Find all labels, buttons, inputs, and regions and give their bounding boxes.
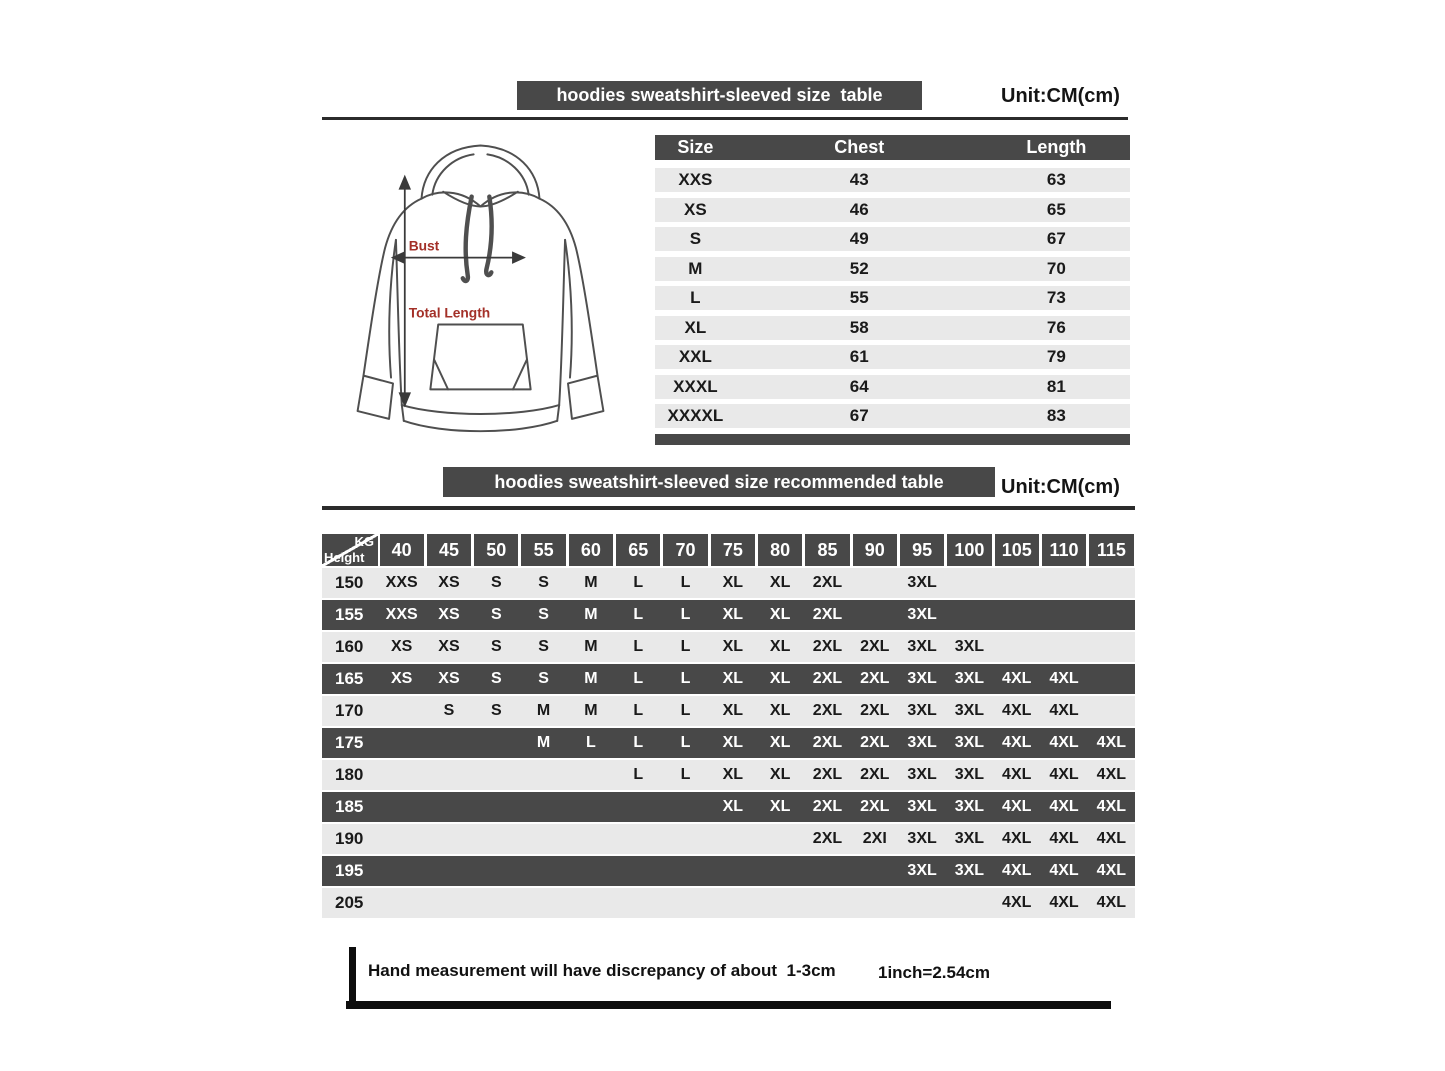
matrix-size-cell: 4XL bbox=[1002, 798, 1032, 815]
matrix-size-cell bbox=[567, 792, 614, 822]
matrix-size-cell: M bbox=[584, 606, 598, 623]
matrix-size-cell: L bbox=[633, 702, 644, 719]
matrix-size-cell: XS bbox=[438, 670, 460, 687]
matrix-size-cell: XL bbox=[769, 574, 791, 591]
matrix-weight-header-cell: 45 bbox=[427, 534, 471, 566]
matrix-size-cell bbox=[520, 856, 567, 886]
matrix-size-cell: 3XL bbox=[907, 798, 937, 815]
matrix-size-cell: 3XL bbox=[907, 766, 937, 783]
matrix-size-cell: L bbox=[633, 670, 644, 687]
left-cuff bbox=[358, 376, 393, 419]
corner-height-label: Height bbox=[324, 550, 365, 565]
matrix-weight-header-cell: 80 bbox=[758, 534, 802, 566]
matrix-height-label: 180 bbox=[335, 765, 364, 784]
matrix-size-cell: 2XL bbox=[812, 766, 843, 783]
matrix-size-cell: XL bbox=[769, 670, 791, 687]
size-table-row bbox=[655, 286, 1130, 310]
matrix-row bbox=[322, 600, 1135, 630]
matrix-weight-header-cell: 40 bbox=[380, 534, 424, 566]
divider-line-bottom bbox=[322, 506, 1135, 510]
matrix-row bbox=[322, 632, 1135, 662]
matrix-size-cell bbox=[378, 728, 425, 758]
matrix-size-cell: 4XL bbox=[1002, 702, 1032, 719]
size-table-header-length: Length bbox=[1026, 137, 1087, 157]
matrix-size-cell bbox=[378, 824, 425, 854]
matrix-size-cell bbox=[473, 856, 520, 886]
size-table-cell: 43 bbox=[849, 170, 869, 189]
drawstrings bbox=[463, 197, 492, 281]
matrix-size-cell: S bbox=[490, 702, 502, 719]
matrix-size-cell: 3XL bbox=[954, 702, 985, 719]
matrix-size-cell: L bbox=[680, 574, 691, 591]
matrix-size-cell: L bbox=[633, 638, 644, 655]
matrix-row bbox=[322, 568, 1135, 598]
matrix-size-cell bbox=[851, 568, 898, 598]
size-table-cell: 64 bbox=[849, 376, 869, 396]
matrix-size-cell: XS bbox=[438, 638, 460, 655]
matrix-height-label: 170 bbox=[335, 701, 364, 720]
matrix-size-cell: L bbox=[680, 766, 691, 783]
matrix-size-cell bbox=[567, 824, 614, 854]
matrix-size-cell: XL bbox=[722, 638, 744, 655]
matrix-size-cell bbox=[520, 792, 567, 822]
size-table-cell: 83 bbox=[1046, 406, 1066, 425]
matrix-size-cell: 2XL bbox=[812, 574, 843, 591]
size-table bbox=[655, 135, 1130, 445]
matrix-size-cell: L bbox=[680, 606, 691, 623]
size-table-header-size: Size bbox=[677, 137, 714, 157]
recommended-size-matrix bbox=[322, 534, 1135, 918]
matrix-size-cell: 2XL bbox=[860, 702, 890, 719]
matrix-size-cell: XL bbox=[769, 734, 791, 751]
matrix-size-cell bbox=[425, 728, 472, 758]
matrix-size-cell: XS bbox=[390, 638, 413, 655]
matrix-size-cell: XXS bbox=[385, 574, 418, 591]
matrix-size-cell: XL bbox=[769, 606, 791, 623]
matrix-size-cell: S bbox=[490, 638, 502, 655]
matrix-size-cell: L bbox=[633, 734, 644, 751]
matrix-size-cell bbox=[520, 760, 567, 790]
matrix-size-cell: L bbox=[680, 670, 691, 687]
matrix-row bbox=[322, 728, 1135, 758]
size-table-row bbox=[655, 404, 1130, 428]
matrix-size-cell: 2XL bbox=[812, 798, 843, 815]
size-table-cell: 73 bbox=[1046, 288, 1066, 307]
matrix-size-cell: XXS bbox=[385, 606, 418, 623]
matrix-size-cell bbox=[1088, 568, 1135, 598]
matrix-row bbox=[322, 824, 1135, 854]
matrix-size-cell bbox=[473, 792, 520, 822]
matrix-size-cell: 4XL bbox=[1096, 894, 1127, 911]
matrix-size-cell: M bbox=[584, 638, 598, 655]
matrix-size-cell: 2XL bbox=[812, 606, 843, 623]
pocket-outline bbox=[430, 324, 530, 389]
size-table-cell: XXXL bbox=[673, 376, 718, 396]
matrix-size-cell: L bbox=[680, 638, 691, 655]
matrix-size-cell: 3XL bbox=[907, 606, 937, 623]
matrix-size-cell: 3XL bbox=[954, 766, 985, 783]
matrix-size-cell bbox=[1040, 568, 1087, 598]
size-table-cell: XXL bbox=[678, 347, 712, 366]
matrix-weight-header-cell: 50 bbox=[474, 534, 518, 566]
matrix-size-cell bbox=[615, 888, 662, 918]
matrix-size-cell bbox=[615, 792, 662, 822]
size-table-cell: 55 bbox=[849, 288, 869, 307]
size-table-cell: 65 bbox=[1046, 199, 1066, 219]
total-length-label: Total Length bbox=[408, 305, 491, 321]
matrix-size-cell: 2XL bbox=[860, 766, 890, 783]
matrix-size-cell bbox=[1088, 696, 1135, 726]
size-table-header bbox=[655, 135, 1130, 160]
matrix-size-cell: 4XL bbox=[1096, 766, 1127, 783]
matrix-size-cell bbox=[804, 888, 851, 918]
matrix-height-label: 190 bbox=[335, 829, 364, 848]
matrix-header-row bbox=[322, 534, 1135, 566]
matrix-size-cell bbox=[662, 824, 709, 854]
matrix-row bbox=[322, 760, 1135, 790]
matrix-size-cell: 2XL bbox=[860, 638, 890, 655]
unit-label-top: Unit:CM(cm) bbox=[1001, 85, 1120, 107]
matrix-height-label: 175 bbox=[335, 733, 364, 752]
matrix-size-cell: L bbox=[633, 606, 644, 623]
matrix-size-cell: XL bbox=[722, 702, 744, 719]
corner-kg-label: KG bbox=[354, 534, 374, 549]
matrix-size-cell bbox=[378, 792, 425, 822]
matrix-size-cell bbox=[804, 856, 851, 886]
size-table-cell: S bbox=[689, 229, 702, 248]
matrix-size-cell: S bbox=[538, 606, 549, 623]
matrix-height-label: 195 bbox=[335, 861, 364, 880]
size-table-cell: 63 bbox=[1046, 170, 1066, 189]
matrix-corner-cell bbox=[322, 534, 378, 566]
matrix-weight-header-cell: 85 bbox=[805, 534, 849, 566]
matrix-size-cell: S bbox=[490, 574, 502, 591]
matrix-size-cell: 3XL bbox=[907, 734, 937, 751]
matrix-weight-header-cell: 70 bbox=[663, 534, 707, 566]
matrix-size-cell bbox=[757, 856, 804, 886]
matrix-size-cell: 3XL bbox=[907, 830, 937, 847]
matrix-size-cell bbox=[757, 888, 804, 918]
matrix-size-cell bbox=[709, 824, 756, 854]
size-table-cell: XXXXL bbox=[667, 406, 724, 425]
matrix-size-cell: L bbox=[633, 574, 644, 591]
matrix-weight-header-cell: 105 bbox=[995, 534, 1039, 566]
matrix-size-cell bbox=[425, 792, 472, 822]
matrix-size-cell bbox=[1088, 664, 1135, 694]
matrix-weight-header-cell: 110 bbox=[1042, 534, 1086, 566]
measurement-note: Hand measurement will have discrepancy of about 1-3cm bbox=[368, 961, 836, 980]
matrix-size-cell bbox=[851, 888, 898, 918]
matrix-weight-header-cell: 55 bbox=[521, 534, 565, 566]
matrix-size-cell: 2XL bbox=[860, 670, 890, 687]
matrix-size-cell bbox=[615, 856, 662, 886]
matrix-row bbox=[322, 888, 1135, 918]
matrix-row bbox=[322, 696, 1135, 726]
matrix-size-cell bbox=[567, 760, 614, 790]
size-table-cell: 46 bbox=[849, 199, 869, 219]
size-table-cell: 58 bbox=[849, 317, 869, 337]
matrix-size-cell bbox=[425, 760, 472, 790]
matrix-size-cell: XL bbox=[722, 606, 744, 623]
matrix-row bbox=[322, 792, 1135, 822]
matrix-size-cell: 2XL bbox=[812, 638, 843, 655]
matrix-size-cell bbox=[946, 888, 993, 918]
matrix-size-cell: XL bbox=[722, 766, 744, 783]
matrix-size-cell bbox=[851, 856, 898, 886]
matrix-height-label: 150 bbox=[335, 573, 364, 592]
matrix-size-cell: 3XL bbox=[907, 574, 937, 591]
matrix-size-cell: 4XL bbox=[1049, 830, 1079, 847]
matrix-size-cell: XL bbox=[769, 766, 791, 783]
matrix-size-cell: 4XL bbox=[1096, 734, 1127, 751]
matrix-size-cell: L bbox=[680, 734, 691, 751]
matrix-size-cell: 4XL bbox=[1002, 766, 1032, 783]
matrix-weight-header-cell: 115 bbox=[1089, 534, 1133, 566]
matrix-size-cell bbox=[473, 888, 520, 918]
matrix-size-cell: S bbox=[538, 574, 549, 591]
matrix-size-cell: L bbox=[586, 734, 596, 751]
matrix-size-cell: S bbox=[490, 606, 502, 623]
size-table-cell: 70 bbox=[1046, 258, 1066, 278]
matrix-size-cell: 3XL bbox=[954, 830, 985, 847]
size-table-footer-bar bbox=[655, 434, 1130, 445]
matrix-size-cell: XL bbox=[769, 702, 791, 719]
size-table-cell: 52 bbox=[849, 258, 869, 278]
matrix-body bbox=[322, 568, 1135, 918]
matrix-size-cell: 4XL bbox=[1049, 702, 1079, 719]
matrix-size-cell bbox=[425, 824, 472, 854]
matrix-size-cell bbox=[473, 760, 520, 790]
matrix-size-cell bbox=[567, 856, 614, 886]
matrix-size-cell bbox=[662, 888, 709, 918]
matrix-size-cell: 4XL bbox=[1049, 766, 1079, 783]
size-table-row bbox=[655, 316, 1130, 340]
size-table-cell: M bbox=[688, 258, 703, 278]
matrix-size-cell: XS bbox=[438, 574, 460, 591]
matrix-size-cell: 3XL bbox=[907, 862, 937, 879]
matrix-size-cell: 4XL bbox=[1049, 862, 1079, 879]
matrix-size-cell bbox=[615, 824, 662, 854]
matrix-size-cell bbox=[378, 856, 425, 886]
matrix-weight-header-cell: 100 bbox=[947, 534, 991, 566]
matrix-weight-header-cell: 90 bbox=[853, 534, 897, 566]
bust-label: Bust bbox=[408, 238, 440, 254]
size-table-cell: 49 bbox=[849, 229, 869, 248]
size-table-cell: 67 bbox=[849, 406, 869, 425]
matrix-size-cell: 4XL bbox=[1096, 862, 1127, 879]
matrix-height-label: 185 bbox=[335, 797, 364, 816]
matrix-size-cell: 2XL bbox=[812, 670, 843, 687]
recommended-table-title-bar: hoodies sweatshirt-sleeved size recommended table bbox=[443, 467, 995, 497]
size-table-body bbox=[655, 168, 1130, 428]
size-table-cell: XS bbox=[684, 199, 707, 219]
matrix-size-cell: 3XL bbox=[954, 798, 985, 815]
matrix-size-cell bbox=[425, 888, 472, 918]
matrix-size-cell bbox=[378, 760, 425, 790]
matrix-size-cell bbox=[1088, 632, 1135, 662]
matrix-size-cell bbox=[378, 888, 425, 918]
size-table-row bbox=[655, 345, 1130, 369]
matrix-size-cell: XL bbox=[722, 670, 744, 687]
size-table-row bbox=[655, 257, 1130, 281]
size-table-cell: 81 bbox=[1046, 376, 1066, 396]
hood-outline bbox=[422, 146, 540, 199]
matrix-size-cell: 2XL bbox=[812, 734, 843, 751]
matrix-size-cell: 4XL bbox=[1096, 798, 1127, 815]
matrix-height-label: 205 bbox=[335, 893, 364, 912]
size-table-cell: 79 bbox=[1046, 347, 1066, 366]
matrix-size-cell: XL bbox=[769, 638, 791, 655]
inch-conversion-note: 1inch=2.54cm bbox=[878, 963, 990, 982]
matrix-size-cell bbox=[709, 856, 756, 886]
size-table-row bbox=[655, 227, 1130, 251]
matrix-size-cell bbox=[1040, 632, 1087, 662]
matrix-size-cell: 4XL bbox=[1002, 862, 1032, 879]
size-table-cell: XXS bbox=[678, 170, 713, 189]
matrix-size-cell: 3XL bbox=[907, 670, 937, 687]
matrix-size-cell: 4XL bbox=[1049, 670, 1079, 687]
matrix-size-cell: S bbox=[490, 670, 502, 687]
right-cuff bbox=[568, 376, 603, 419]
matrix-size-cell: S bbox=[538, 638, 549, 655]
matrix-size-cell: M bbox=[584, 670, 598, 687]
unit-label-bottom: Unit:CM(cm) bbox=[1001, 476, 1120, 498]
matrix-height-label: 155 bbox=[335, 605, 364, 624]
matrix-size-cell bbox=[757, 824, 804, 854]
matrix-weight-header-cell: 75 bbox=[711, 534, 755, 566]
size-table-row bbox=[655, 375, 1130, 399]
matrix-size-cell: M bbox=[584, 574, 598, 591]
size-table-cell: 67 bbox=[1046, 229, 1066, 248]
matrix-size-cell bbox=[520, 888, 567, 918]
measurement-arrows bbox=[393, 177, 524, 405]
matrix-size-cell bbox=[473, 728, 520, 758]
matrix-size-cell bbox=[1088, 600, 1135, 630]
matrix-size-cell: 4XL bbox=[1002, 670, 1032, 687]
matrix-size-cell: 3XL bbox=[954, 734, 985, 751]
size-table-header-chest: Chest bbox=[834, 137, 885, 157]
matrix-size-cell bbox=[709, 888, 756, 918]
note-left-bar bbox=[349, 947, 356, 1008]
matrix-size-cell bbox=[1040, 600, 1087, 630]
matrix-size-cell: 2XI bbox=[862, 830, 887, 847]
matrix-size-cell: 4XL bbox=[1096, 830, 1127, 847]
matrix-size-cell: 3XL bbox=[954, 638, 985, 655]
matrix-size-cell: 4XL bbox=[1002, 830, 1032, 847]
size-table-cell: 76 bbox=[1046, 317, 1066, 337]
matrix-size-cell: S bbox=[538, 670, 549, 687]
matrix-size-cell bbox=[946, 568, 993, 598]
note-bottom-bar bbox=[346, 1001, 1111, 1009]
divider-line-top bbox=[322, 117, 1128, 120]
matrix-size-cell: 4XL bbox=[1049, 798, 1079, 815]
matrix-size-cell: 3XL bbox=[907, 702, 937, 719]
matrix-size-cell bbox=[662, 856, 709, 886]
matrix-size-cell bbox=[993, 632, 1040, 662]
matrix-row bbox=[322, 664, 1135, 694]
matrix-size-cell bbox=[946, 600, 993, 630]
matrix-row bbox=[322, 856, 1135, 886]
matrix-size-cell: XL bbox=[722, 798, 744, 815]
size-table-title-bar: hoodies sweatshirt-sleeved size table bbox=[517, 81, 922, 110]
matrix-size-cell bbox=[567, 888, 614, 918]
matrix-height-label: 165 bbox=[335, 669, 364, 688]
matrix-size-cell: M bbox=[536, 702, 551, 719]
matrix-size-cell bbox=[993, 568, 1040, 598]
matrix-size-cell: 4XL bbox=[1002, 894, 1032, 911]
size-table-cell: XL bbox=[684, 317, 707, 337]
matrix-size-cell bbox=[520, 824, 567, 854]
matrix-size-cell: XL bbox=[769, 798, 791, 815]
matrix-size-cell: S bbox=[443, 702, 455, 719]
matrix-size-cell: L bbox=[680, 702, 691, 719]
size-table-cell: 61 bbox=[849, 347, 869, 366]
matrix-weight-header-cell: 65 bbox=[616, 534, 660, 566]
matrix-size-cell: 4XL bbox=[1049, 734, 1079, 751]
hoodie-measurement-diagram bbox=[333, 128, 628, 460]
matrix-size-cell: M bbox=[584, 702, 598, 719]
matrix-size-cell bbox=[473, 824, 520, 854]
matrix-size-cell bbox=[425, 856, 472, 886]
size-table-cell: L bbox=[690, 288, 701, 307]
matrix-size-cell: XS bbox=[438, 606, 460, 623]
matrix-size-cell: XL bbox=[722, 734, 744, 751]
matrix-height-label: 160 bbox=[335, 637, 364, 656]
matrix-size-cell: L bbox=[633, 766, 644, 783]
matrix-weight-header-cell: 60 bbox=[569, 534, 613, 566]
matrix-size-cell bbox=[851, 600, 898, 630]
matrix-size-cell: XS bbox=[390, 670, 413, 687]
matrix-size-cell bbox=[378, 696, 425, 726]
matrix-weight-header-cell: 95 bbox=[900, 534, 944, 566]
matrix-size-cell: 4XL bbox=[1002, 734, 1032, 751]
matrix-size-cell bbox=[662, 792, 709, 822]
matrix-size-cell bbox=[993, 600, 1040, 630]
matrix-size-cell: 3XL bbox=[907, 638, 937, 655]
matrix-size-cell: 4XL bbox=[1049, 894, 1079, 911]
matrix-size-cell: XL bbox=[722, 574, 744, 591]
size-table-row bbox=[655, 168, 1130, 192]
matrix-size-cell: 2XL bbox=[860, 798, 890, 815]
matrix-size-cell: 2XL bbox=[812, 830, 843, 847]
matrix-size-cell: 3XL bbox=[954, 670, 985, 687]
matrix-size-cell: M bbox=[536, 734, 551, 751]
matrix-size-cell bbox=[898, 888, 945, 918]
size-table-row bbox=[655, 198, 1130, 222]
matrix-size-cell: 2XL bbox=[860, 734, 890, 751]
matrix-size-cell: 2XL bbox=[812, 702, 843, 719]
matrix-size-cell: 3XL bbox=[954, 862, 985, 879]
